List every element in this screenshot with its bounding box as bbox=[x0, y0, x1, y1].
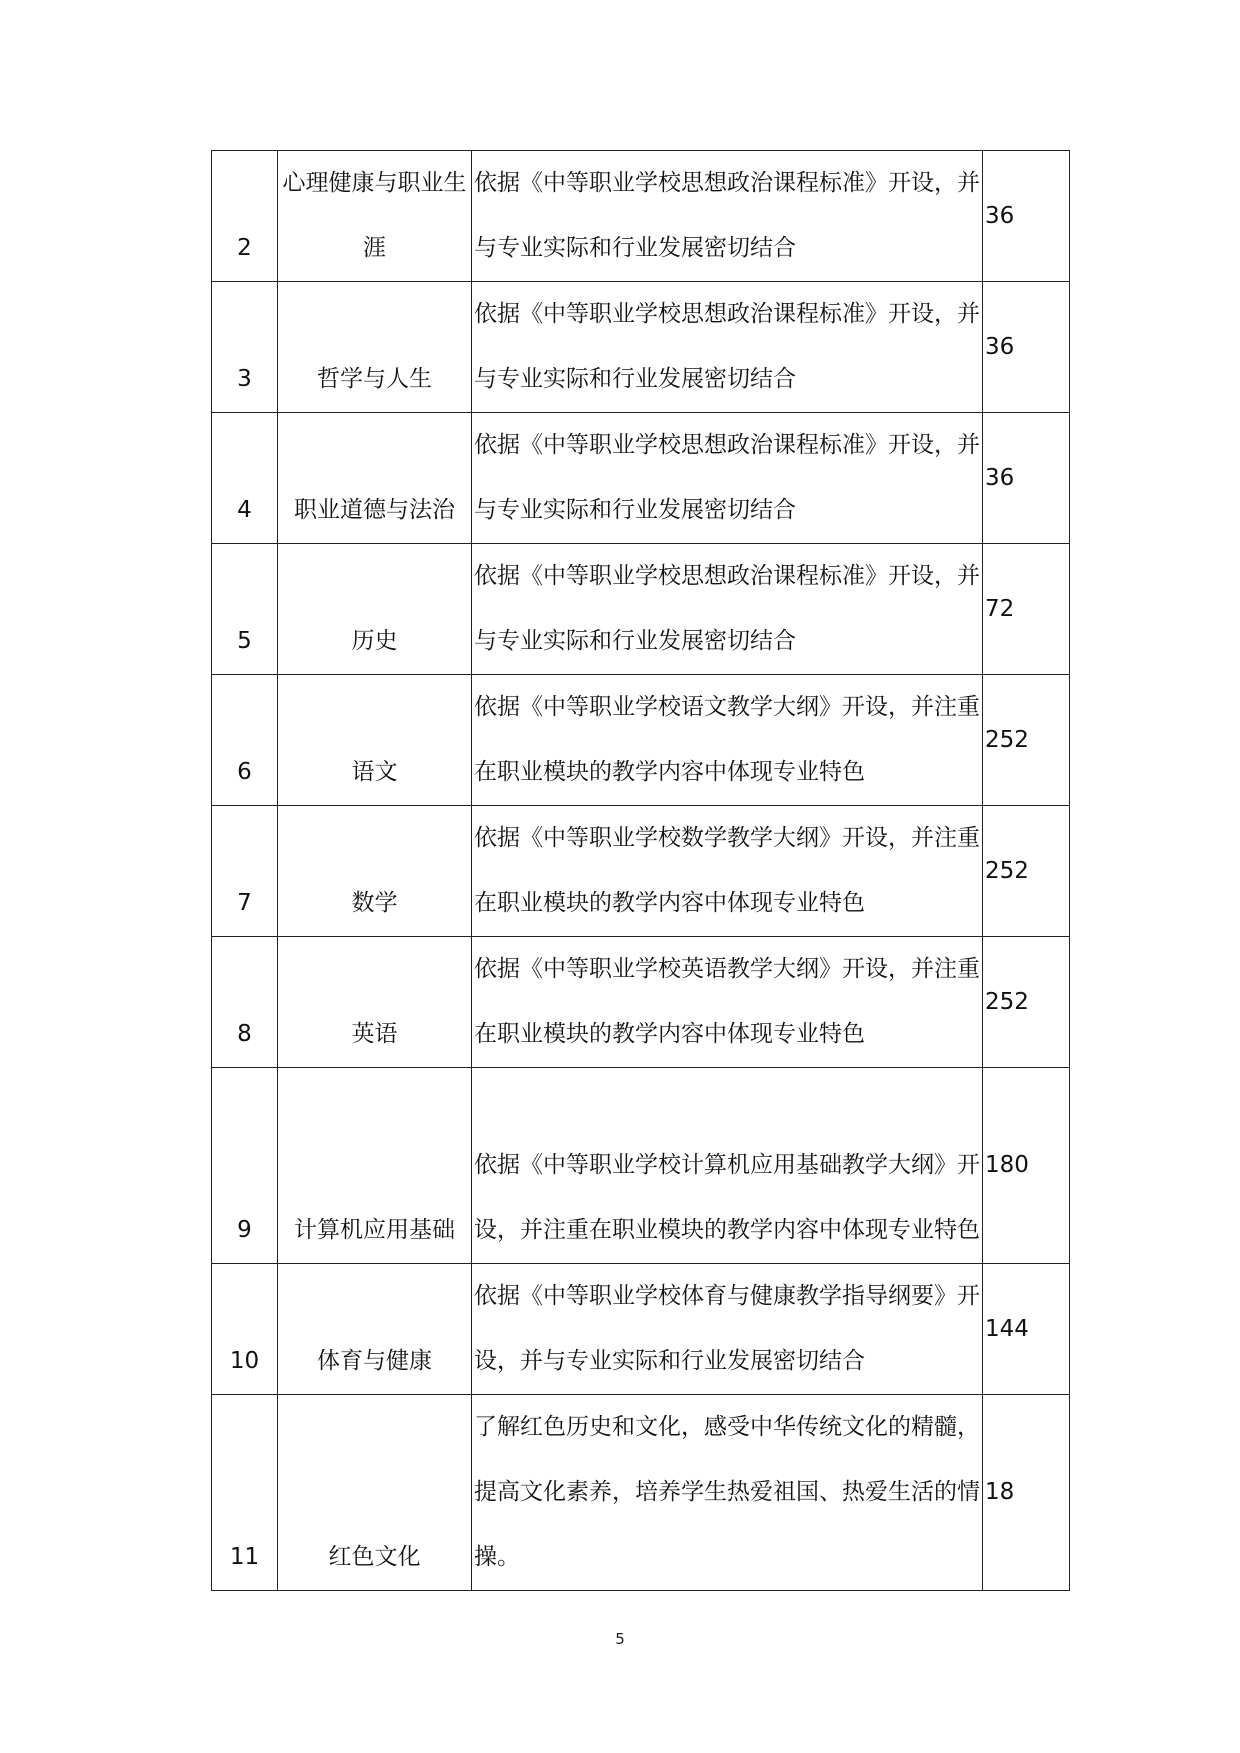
table-row bbox=[212, 1395, 1070, 1591]
course-hours: 252 bbox=[983, 806, 1070, 937]
course-name: 计算机应用基础 bbox=[278, 1068, 472, 1264]
course-description bbox=[472, 151, 983, 282]
course-hours: 252 bbox=[983, 937, 1070, 1068]
course-name: 历史 bbox=[278, 544, 472, 675]
course-hours: 36 bbox=[983, 282, 1070, 413]
course-hours: 252 bbox=[983, 675, 1070, 806]
course-description-text: 依据《中等职业学校思想政治课程标准》开设，并与专业实际和行业发展密切结合 bbox=[474, 170, 980, 261]
course-hours: 72 bbox=[983, 544, 1070, 675]
course-hours: 36 bbox=[983, 151, 1070, 282]
table-row bbox=[212, 675, 1070, 806]
course-description-text: 依据《中等职业学校思想政治课程标准》开设，并与专业实际和行业发展密切结合 bbox=[474, 301, 980, 392]
table-row bbox=[212, 544, 1070, 675]
course-name: 哲学与人生 bbox=[278, 282, 472, 413]
course-name: 红色文化 bbox=[278, 1395, 472, 1591]
course-description bbox=[472, 282, 983, 413]
course-name: 体育与健康 bbox=[278, 1264, 472, 1395]
course-description-text: 依据《中等职业学校数学教学大纲》开设，并注重在职业模块的教学内容中体现专业特色 bbox=[474, 825, 980, 916]
course-number: 11 bbox=[212, 1395, 278, 1591]
course-number: 5 bbox=[212, 544, 278, 675]
course-hours: 36 bbox=[983, 413, 1070, 544]
course-name-text: 心理健康与职业生涯 bbox=[282, 170, 467, 261]
course-name: 英语 bbox=[278, 937, 472, 1068]
course-description-text: 依据《中等职业学校思想政治课程标准》开设，并与专业实际和行业发展密切结合 bbox=[474, 432, 980, 523]
table-row bbox=[212, 937, 1070, 1068]
course-description bbox=[472, 413, 983, 544]
course-hours: 18 bbox=[983, 1395, 1070, 1591]
course-description-text: 依据《中等职业学校计算机应用基础教学大纲》开设，并注重在职业模块的教学内容中体现专业特色 bbox=[474, 1152, 980, 1243]
course-description bbox=[472, 1264, 983, 1395]
course-hours: 180 bbox=[983, 1068, 1070, 1264]
table-row bbox=[212, 1264, 1070, 1395]
course-number: 9 bbox=[212, 1068, 278, 1264]
course-table bbox=[211, 150, 1070, 1591]
course-number: 6 bbox=[212, 675, 278, 806]
course-name: 数学 bbox=[278, 806, 472, 937]
course-description-text: 依据《中等职业学校语文教学大纲》开设，并注重在职业模块的教学内容中体现专业特色 bbox=[474, 694, 980, 785]
course-description bbox=[472, 544, 983, 675]
course-number: 2 bbox=[212, 151, 278, 282]
table-row bbox=[212, 151, 1070, 282]
course-number: 3 bbox=[212, 282, 278, 413]
course-description-text: 依据《中等职业学校体育与健康教学指导纲要》开设，并与专业实际和行业发展密切结合 bbox=[474, 1283, 980, 1374]
course-description bbox=[472, 1068, 983, 1264]
page-number: 5 bbox=[615, 1630, 625, 1648]
course-description bbox=[472, 1395, 983, 1591]
course-description bbox=[472, 937, 983, 1068]
course-number: 7 bbox=[212, 806, 278, 937]
course-description-text: 依据《中等职业学校思想政治课程标准》开设，并与专业实际和行业发展密切结合 bbox=[474, 563, 980, 654]
table-row bbox=[212, 1068, 1070, 1264]
course-name: 职业道德与法治 bbox=[278, 413, 472, 544]
course-number: 8 bbox=[212, 937, 278, 1068]
table-row bbox=[212, 282, 1070, 413]
course-hours: 144 bbox=[983, 1264, 1070, 1395]
course-name bbox=[278, 151, 472, 282]
course-number: 10 bbox=[212, 1264, 278, 1395]
table-row bbox=[212, 806, 1070, 937]
table-row bbox=[212, 413, 1070, 544]
course-description-text: 了解红色历史和文化，感受中华传统文化的精髓，提高文化素养，培养学生热爱祖国、热爱生活的情操。 bbox=[474, 1414, 980, 1570]
course-description-text: 依据《中等职业学校英语教学大纲》开设，并注重在职业模块的教学内容中体现专业特色 bbox=[474, 956, 980, 1047]
course-description bbox=[472, 675, 983, 806]
course-description bbox=[472, 806, 983, 937]
course-name: 语文 bbox=[278, 675, 472, 806]
course-number: 4 bbox=[212, 413, 278, 544]
